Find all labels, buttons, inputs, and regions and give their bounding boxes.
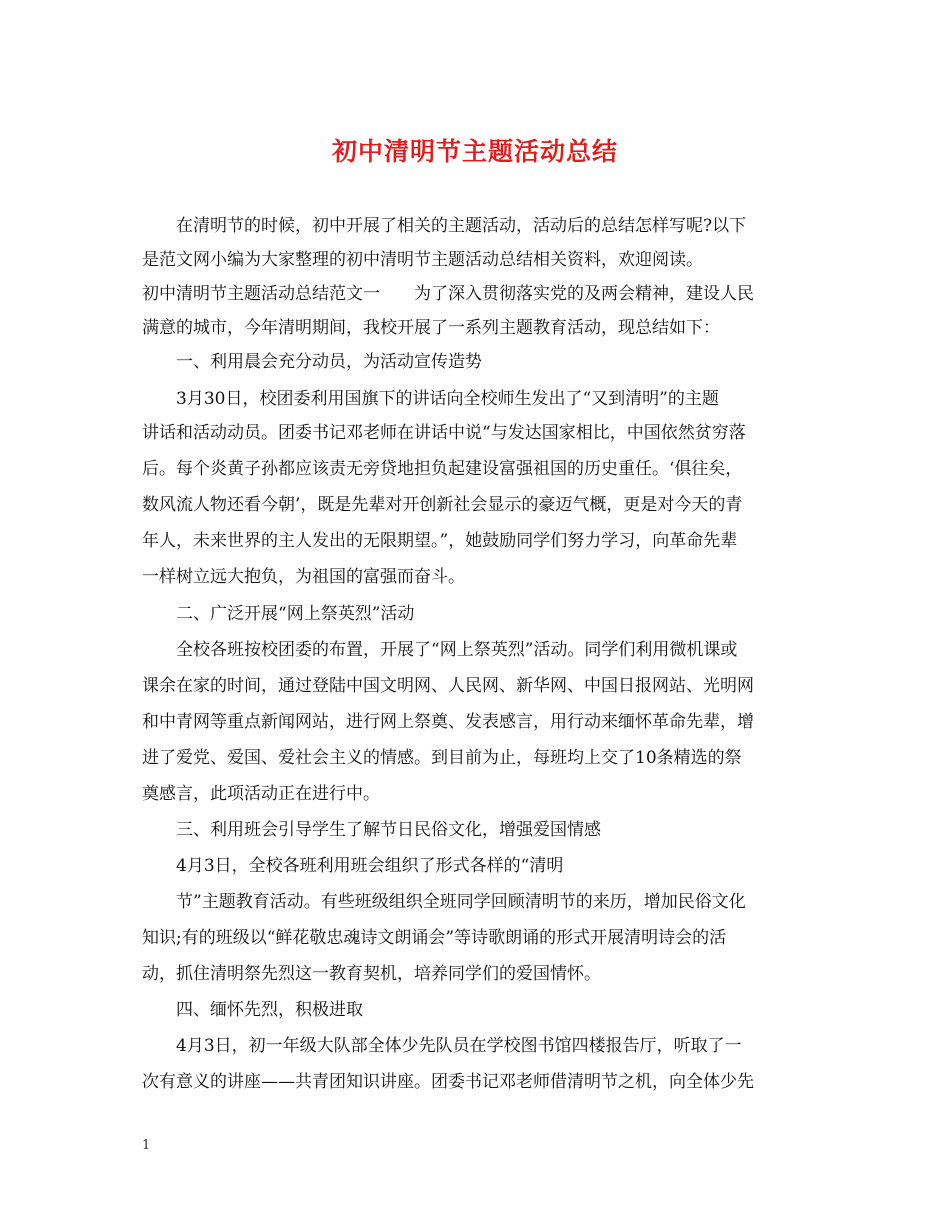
page-number: 1 bbox=[142, 1138, 151, 1153]
paragraph-line: 进了爱党、爱国、爱社会主义的情感。到目前为止，每班均上交了10条精选的祭 bbox=[142, 748, 742, 768]
paragraph-line: 次有意义的讲座——共青团知识讲座。团委书记邓老师借清明节之机，向全体少先 bbox=[142, 1072, 754, 1092]
paragraph-line: 4月3日，全校各班利用班会组织了形式各样的“清明 bbox=[176, 856, 564, 876]
paragraph-line: 节”主题教育活动。有些班级组织全班同学回顾清明节的来历，增加民俗文化 bbox=[176, 892, 746, 912]
paragraph-line: 和中青网等重点新闻网站，进行网上祭奠、发表感言，用行动来缅怀革命先辈，增 bbox=[142, 712, 754, 732]
paragraph-line: 年人，未来世界的主人发出的无限期望。”，她鼓励同学们努力学习，向革命先辈 bbox=[142, 531, 738, 551]
paragraph-line: 初中清明节主题活动总结范文一 为了深入贯彻落实党的及两会精神，建设人民 bbox=[142, 284, 754, 304]
paragraph-line: 是范文网小编为大家整理的初中清明节主题活动总结相关资料，欢迎阅读。 bbox=[142, 250, 703, 270]
section-heading: 二、广泛开展“网上祭英烈”活动 bbox=[176, 604, 415, 624]
paragraph-line: 后。每个炎黄子孙都应该责无旁贷地担负起建设富强祖国的历史重任。‘俱往矣， bbox=[142, 459, 743, 479]
paragraph-line: 4月3日，初一年级大队部全体少先队员在学校图书馆四楼报告厅，听取了一 bbox=[176, 1036, 742, 1056]
paragraph-line: 动，抓住清明祭先烈这一教育契机，培养同学们的爱国情怀。 bbox=[142, 964, 601, 984]
paragraph-line: 课余在家的时间，通过登陆中国文明网、人民网、新华网、中国日报网站、光明网 bbox=[142, 676, 754, 696]
document-title: 初中清明节主题活动总结 bbox=[331, 137, 618, 166]
paragraph-line: 奠感言，此项活动正在进行中。 bbox=[142, 784, 380, 804]
section-heading: 三、利用班会引导学生了解节日民俗文化，增强爱国情感 bbox=[176, 820, 601, 840]
paragraph-line: 讲话和活动动员。团委书记邓老师在讲话中说“与发达国家相比，中国依然贫穷落 bbox=[142, 423, 746, 443]
paragraph-line: 3月30日，校团委利用国旗下的讲话向全校师生发出了“又到清明”的主题 bbox=[176, 389, 719, 409]
paragraph-line: 数风流人物还看今朝’，既是先辈对开创新社会显示的豪迈气概，更是对今天的青 bbox=[142, 495, 743, 515]
paragraph-line: 在清明节的时候，初中开展了相关的主题活动，活动后的总结怎样写呢?以下 bbox=[176, 216, 747, 236]
paragraph-line: 知识;有的班级以“鲜花敬忠魂诗文朗诵会”等诗歌朗诵的形式开展清明诗会的活 bbox=[142, 928, 727, 948]
section-heading: 四、缅怀先烈，积极进取 bbox=[176, 1000, 363, 1020]
paragraph-line: 全校各班按校团委的布置，开展了“网上祭英烈”活动。同学们利用微机课或 bbox=[176, 640, 738, 660]
section-heading: 一、利用晨会充分动员，为活动宣传造势 bbox=[176, 352, 482, 372]
paragraph-line: 满意的城市，今年清明期间，我校开展了一系列主题教育活动，现总结如下： bbox=[142, 318, 720, 338]
paragraph-line: 一样树立远大抱负，为祖国的富强而奋斗。 bbox=[142, 567, 465, 587]
